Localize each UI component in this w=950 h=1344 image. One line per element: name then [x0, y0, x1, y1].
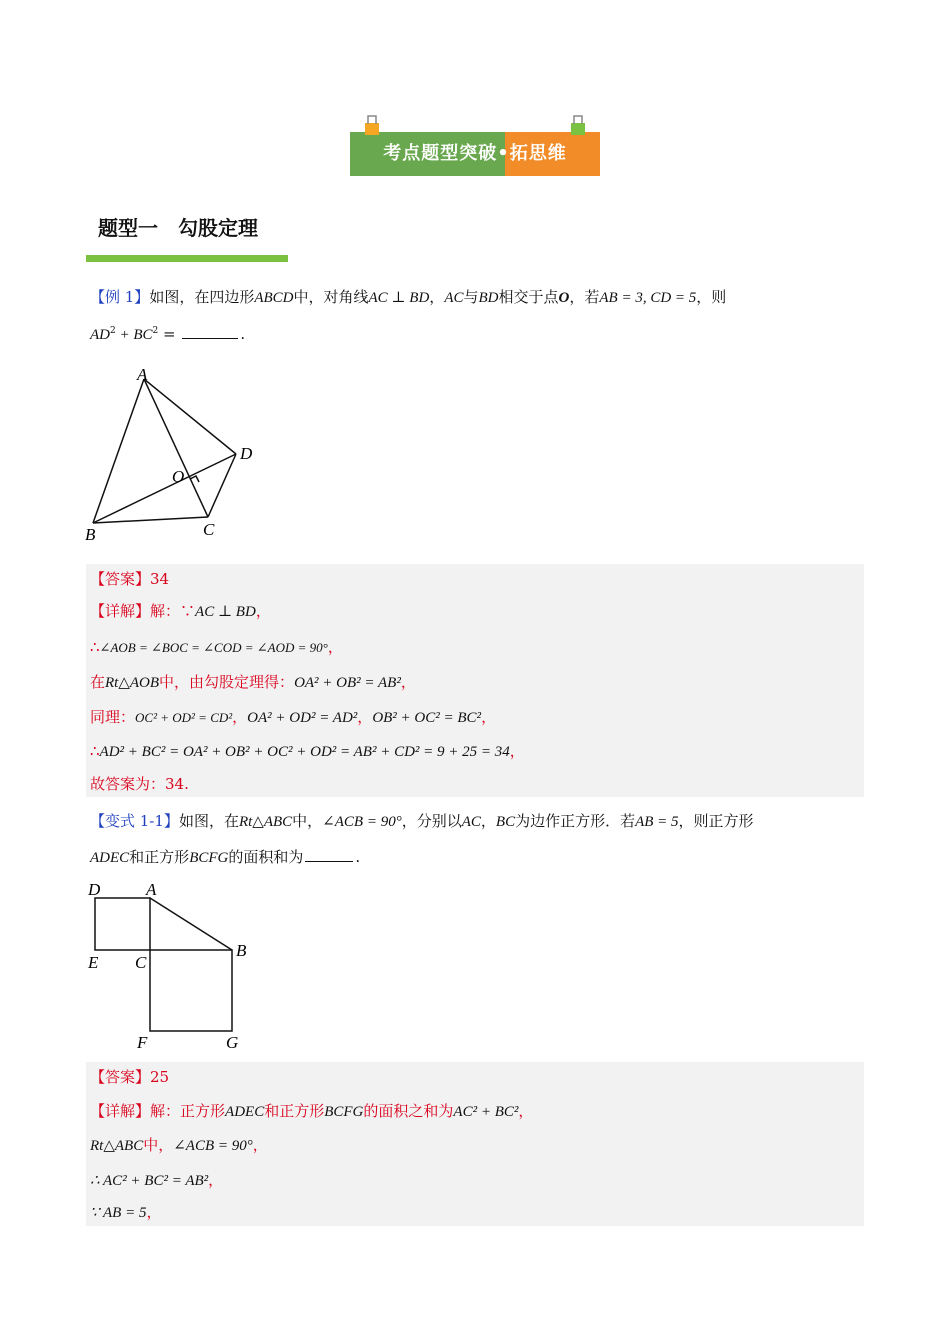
banner-title: [350, 132, 600, 176]
squares-figure: [80, 876, 260, 1054]
label-a: A: [137, 365, 148, 384]
edge-bc: [93, 517, 208, 523]
answer1-line1: 【详解】解：∵AC ⊥ BD，: [90, 602, 271, 620]
answer2-line1: 【详解】解：正方形ADEC和正方形BCFG的面积之和为AC² + BC²，: [90, 1102, 534, 1120]
label-b: B: [236, 941, 247, 960]
banner-right-text: 拓思维: [509, 143, 567, 164]
answer2-result: 【答案】25: [90, 1068, 170, 1086]
label-f: F: [137, 1033, 148, 1052]
example1-tag: 【例 1】: [90, 288, 150, 306]
variant1-question-cont: ADEC和正方形BCFG的面积和为 .: [90, 848, 361, 866]
hypotenuse-ab: [150, 898, 232, 950]
variant1-question: 【变式 1-1】如图，在Rt△ABC中，∠ACB = 90°，分别以AC，BC为边作正方形．若AB = 5，则正方形: [90, 812, 754, 830]
banner-dot: •: [497, 143, 510, 164]
answer2-box: [86, 1062, 864, 1226]
label-b: B: [85, 525, 96, 544]
label-g: G: [226, 1033, 239, 1052]
answer1-line5: ∴AD² + BC² = OA² + OB² + OC² + OD² = AB² + CD² = 9 + 25 = 34，: [90, 742, 525, 760]
banner-left-text: 考点题型突破: [383, 143, 498, 164]
section-underline: [86, 255, 288, 262]
variant1-tag: 【变式 1-1】: [90, 812, 179, 830]
answer1-line2: ∴∠AOB = ∠BOC = ∠COD = ∠AOD = 90°，: [90, 638, 343, 656]
edge-cd: [208, 454, 236, 517]
diagonal-ac: [144, 379, 208, 517]
square-bcfg: [150, 950, 232, 1031]
edge-da: [144, 379, 236, 454]
answer2-line3: ∴ AC² + BC² = AB²，: [90, 1171, 224, 1189]
answer2-line2: Rt△ABC中，∠ACB = 90°，: [90, 1136, 268, 1154]
label-e: E: [88, 953, 99, 972]
label-d: D: [240, 444, 253, 463]
answer1-result: 【答案】34: [90, 570, 170, 588]
label-d: D: [88, 880, 101, 899]
quadrilateral-figure: [80, 362, 280, 544]
answer1-box: [86, 564, 864, 797]
example1-question-cont: $AD^2 + BC^2$ = .: [90, 325, 246, 343]
answer1-line4: 同理：OC² + OD² = CD²，OA² + OD² = AD²，OB² + OC² = BC²，: [90, 708, 497, 726]
section-title: 题型一 勾股定理: [98, 216, 258, 240]
title-banner: [350, 132, 600, 176]
answer2-line4: ∵ AB = 5，: [90, 1203, 162, 1221]
label-c: C: [203, 520, 215, 539]
label-a: A: [146, 880, 157, 899]
label-o: O: [172, 467, 185, 486]
answer-blank: [182, 338, 238, 339]
example1-question: 【例 1】如图，在四边形ABCD中，对角线AC ⊥ BD，AC与BD相交于点O，若AB = 3, CD = 5，则: [90, 288, 727, 306]
answer1-line6: 故答案为：34.: [90, 775, 189, 793]
answer-blank: [305, 861, 353, 862]
answer1-line3: 在Rt△AOB中，由勾股定理得：OA² + OB² = AB²，: [90, 673, 416, 691]
square-adec: [95, 898, 150, 950]
label-c: C: [135, 953, 147, 972]
